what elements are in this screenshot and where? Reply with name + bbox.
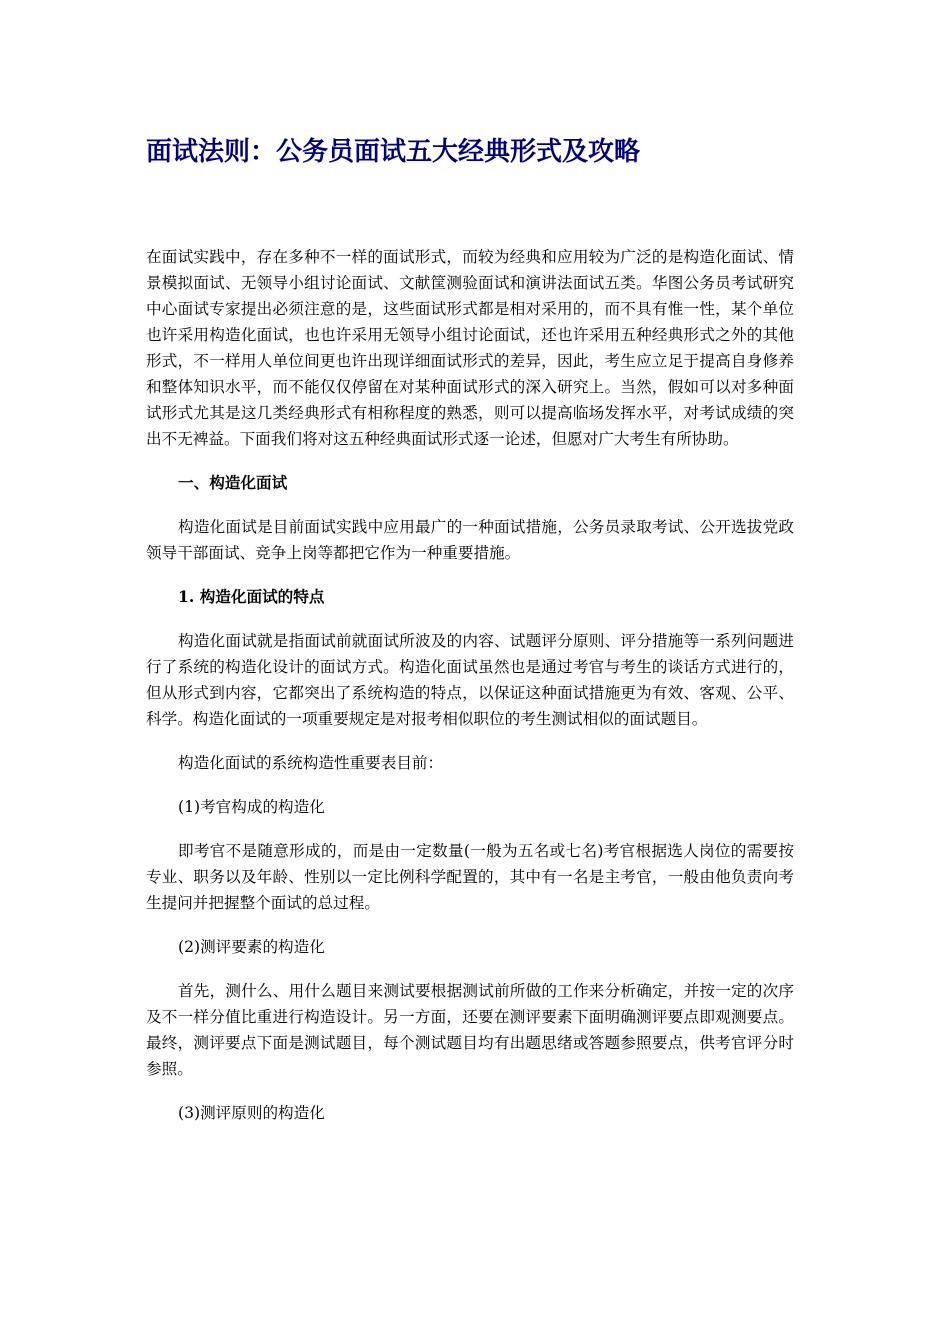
intro-paragraph: 在面试实践中，存在多种不一样的面试形式，而较为经典和应用较为广泛的是构造化面试、情景模拟面试、无领导小组讨论面试、文献筐测验面试和演讲法面试五类。华图公务员考试研究中心面试专家提出必须注意的是，这些面试形式都是相对采用的，而不具有惟一性，某个单位也许采用构造化面试，也也许采用无领导小组讨论面试，还也许采用五种经典形式之外的其他形式，不一样用人单位间更也许出现详细面试形式的差异，因此，考生应立足于提高自身修养和整体知识水平，而不能仅仅停留在对某种面试形式的深入研究上。当然，假如可以对多种面试形式尤其是这几类经典形式有相称程度的熟悉，则可以提高临场发挥水平，对考试成绩的突出不无裨益。下面我们将对这五种经典面试形式逐一论述，但愿对广大考生有所协助。 (146, 248, 794, 448)
document-title: 面试法则：公务员面试五大经典形式及攻略 (146, 137, 641, 167)
list-item-heading: (1)考官构成的构造化 (178, 798, 325, 816)
body-paragraph: 构造化面试就是指面试前就面试所波及的内容、试题评分原则、评分措施等一系列问题进行了系统的构造化设计的面试方式。构造化面试虽然也是通过考官与考生的谈话方式进行的，但从形式到内容，它都突出了系统构造的特点，以保证这种面试措施更为有效、客观、公平、科学。构造化面试的一项重要规定是对报考相似职位的考生测试相似的面试题目。 (146, 632, 794, 728)
subsection-heading-features: 1. 构造化面试的特点 (178, 587, 325, 606)
body-paragraph: 首先，测什么、用什么题目来测试要根据测试前所做的工作来分析确定，并按一定的次序及不一样分值比重进行构造设计。另一方面，还要在测评要素下面明确测评要点即观测要点。最终，测评要点下面是测试题目，每个测试题目均有出题思绪或答题参照要点，供考官评分时参照。 (146, 982, 794, 1078)
list-item-heading: (2)测评要素的构造化 (178, 938, 325, 956)
list-item-heading: (3)测评原则的构造化 (178, 1104, 325, 1122)
document-body (146, 244, 794, 1144)
body-paragraph: 构造化面试是目前面试实践中应用最广的一种面试措施，公务员录取考试、公开选拔党政领导干部面试、竞争上岗等都把它作为一种重要措施。 (146, 518, 794, 562)
body-paragraph: 即考官不是随意形成的，而是由一定数量(一般为五名或七名)考官根据选人岗位的需要按专业、职务以及年龄、性别以一定比例科学配置的，其中有一名是主考官，一般由他负责向考生提问并把握整个面试的总过程。 (146, 842, 794, 912)
section-heading-structured-interview: 一、构造化面试 (178, 473, 288, 492)
body-paragraph: 构造化面试的系统构造性重要表目前： (178, 754, 444, 772)
